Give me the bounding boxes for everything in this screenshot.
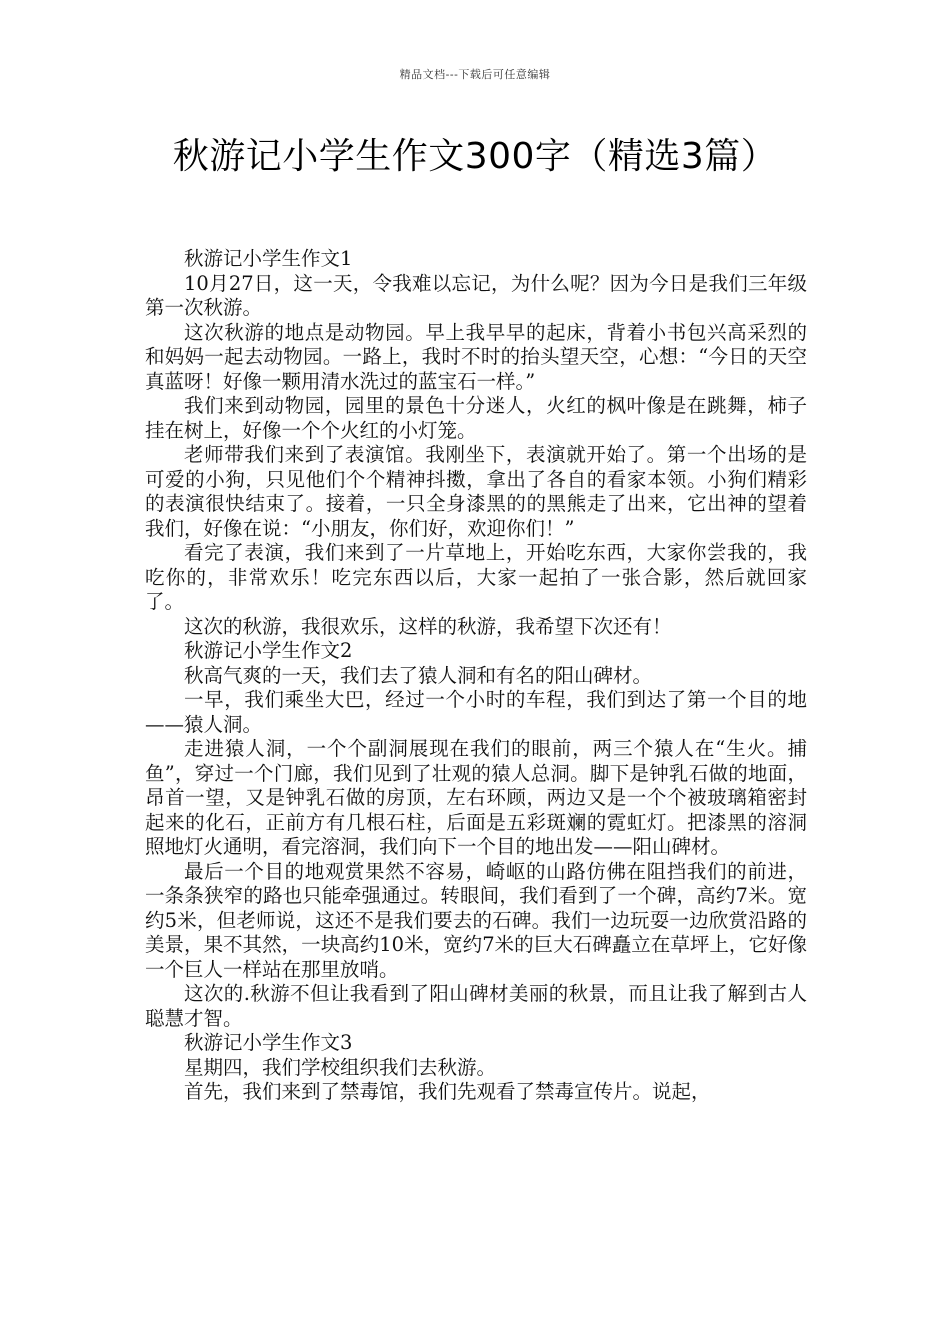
header-note: 精品文档---下载后可任意编辑 [399,68,551,81]
essay-heading-3: 秋游记小学生作文3 [184,1031,353,1054]
document-title: 秋游记小学生作文300字（精选3篇） [172,136,778,177]
essay-heading-2: 秋游记小学生作文2 [184,639,353,662]
paragraph: 10月27日，这一天，令我难以忘记，为什么呢？因为今日是我们三年级第一次秋游。 [145,271,807,319]
paragraph: 我们来到动物园，园里的景色十分迷人，火红的枫叶像是在跳舞，柿子挂在树上，好像一个个火红的小灯笼。 [145,394,807,442]
paragraph: 一早，我们乘坐大巴，经过一个小时的车程，我们到达了第一个目的地——猿人洞。 [145,688,807,736]
essay-heading-1: 秋游记小学生作文1 [184,247,353,270]
paragraph: 秋高气爽的一天，我们去了猿人洞和有名的阳山碑材。 [184,663,653,687]
paragraph: 这次的秋游，我很欢乐，这样的秋游，我希望下次还有！ [184,614,672,638]
essay-body [145,247,807,1105]
paragraph: 这次秋游的地点是动物园。早上我早早的起床，背着小书包兴高采烈的和妈妈一起去动物园。一路上，我时不时的抬头望天空，心想：“今日的天空真蓝呀！好像一颗用清水洗过的蓝宝石一样。” [145,320,807,393]
paragraph: 首先，我们来到了禁毒馆，我们先观看了禁毒宣传片。说起， [184,1080,711,1103]
paragraph: 老师带我们来到了表演馆。我刚坐下，表演就开始了。第一个出场的是可爱的小狗，只见他们个个精神抖擞，拿出了各自的看家本领。小狗们精彩的表演很快结束了。接着，一只全身漆黑的的黑熊走了出来，它出神的望着我们，好像在说：“小朋友，你们好，欢迎你们！” [145,443,807,540]
paragraph: 星期四，我们学校组织我们去秋游。 [184,1055,497,1079]
paragraph: 最后一个目的地观赏果然不容易，崎岖的山路仿佛在阻挡我们的前进，一条条狭窄的路也只能牵强通过。转眼间，我们看到了一个碑，高约7米。宽约5米，但老师说，这还不是我们要去的石碑。我们一边玩耍一边欣赏沿路的美景，果不其然，一块高约10米，宽约7米的巨大石碑矗立在草坪上，它好像一个巨人一样站在那里放哨。 [145,859,807,981]
paragraph: 这次的.秋游不但让我看到了阳山碑材美丽的秋景，而且让我了解到古人聪慧才智。 [145,982,807,1030]
paragraph: 走进猿人洞，一个个副洞展现在我们的眼前，两三个猿人在“生火。捕鱼”，穿过一个门廊，我们见到了壮观的猿人总洞。脚下是钟乳石做的地面，昂首一望，又是钟乳石做的房顶，左右环顾，两边又是一个个被玻璃箱密封起来的化石，正前方有几根石柱，后面是五彩斑斓的霓虹灯。把漆黑的溶洞照地灯火通明，看完溶洞，我们向下一个目的地出发——阳山碑材。 [145,737,807,858]
paragraph: 看完了表演，我们来到了一片草地上，开始吃东西，大家你尝我的，我吃你的，非常欢乐！吃完东西以后，大家一起拍了一张合影，然后就回家了。 [145,541,807,613]
